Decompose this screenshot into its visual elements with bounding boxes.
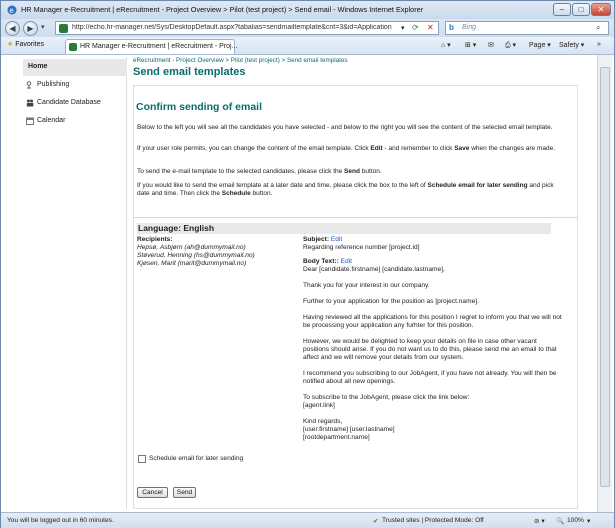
- body-line: However, we would be delighted to keep your details on file in case other vacant positions should arise. If you do not want us to do this, please send me an email to that affect and we will remove your details from our system.: [303, 338, 557, 361]
- cancel-button[interactable]: Cancel: [137, 487, 168, 498]
- recipients-label: Recipients:: [137, 236, 173, 243]
- safety-menu[interactable]: Safety ▾: [559, 42, 585, 49]
- minimize-button[interactable]: –: [553, 3, 571, 16]
- instruction-para-4: If you would like to send the email template at a later date and time, please click the box to the left of Schedule email for later sending and pick date and time. Then click the Schedule button.: [137, 182, 554, 197]
- tab-favicon-icon: [69, 43, 77, 51]
- search-icon[interactable]: ⌕: [596, 23, 601, 32]
- favorites-button[interactable]: ★ Favorites: [7, 41, 45, 48]
- home-icon[interactable]: ⌂ ▾: [441, 42, 451, 49]
- recipients-block: [137, 236, 255, 268]
- body-line: Dear [candidate.firstname] [candidate.lastname],: [303, 266, 445, 273]
- feeds-icon[interactable]: ⊞ ▾: [465, 42, 477, 49]
- search-placeholder: Bing: [462, 24, 477, 31]
- star-icon: ★: [7, 41, 14, 48]
- history-dropdown-icon[interactable]: ▾: [41, 24, 45, 31]
- page-content: [1, 55, 614, 512]
- schedule-checkbox[interactable]: [138, 455, 146, 463]
- tab-label: HR Manager e-Recruitment | eRecruitment - Proj...: [80, 43, 238, 50]
- sidebar: [23, 57, 127, 509]
- body-block: [303, 258, 563, 442]
- divider: [133, 217, 578, 218]
- forward-button[interactable]: ▶: [23, 21, 38, 36]
- subject-label: Subject:: [303, 236, 330, 243]
- recipient-item: Kjøsen, Marit (marit@dummymail.no): [137, 260, 247, 267]
- zoom-icon: 🔍: [556, 518, 565, 525]
- back-button[interactable]: ◀: [5, 21, 20, 36]
- maximize-button[interactable]: □: [572, 3, 590, 16]
- url-text: http://echo.hr-manager.net/Sys/DesktopDefault.aspx?tabalias=sendmailtemplate&cnt=3&id=Application: [72, 24, 392, 31]
- language-header: Language: English: [137, 223, 551, 234]
- body-line: Having reviewed all the applications for this position I regret to inform you that we will not be processing your application any furhter for this position.: [303, 314, 562, 329]
- send-button[interactable]: Send: [173, 487, 196, 498]
- vertical-scrollbar[interactable]: [597, 55, 612, 512]
- trusted-check-icon: ✔: [373, 518, 379, 525]
- body-line: Kind regards, [user.firstname] [user.lastname] [rootdepartment.name]: [303, 418, 395, 441]
- stop-icon[interactable]: ✕: [427, 23, 434, 32]
- body-line: I recommend you subscribing to our JobAgent, if you have not already. You will then be notified about all new openings.: [303, 370, 557, 385]
- print-icon[interactable]: ⎙ ▾: [505, 42, 517, 49]
- sidebar-item-publishing[interactable]: Publishing: [23, 77, 127, 94]
- address-input[interactable]: [55, 21, 439, 35]
- schedule-checkbox-label[interactable]: Schedule email for later sending: [149, 455, 244, 462]
- ie-app-icon: [7, 5, 17, 15]
- search-input[interactable]: [445, 21, 609, 35]
- protected-mode-icon[interactable]: ⊘ ▾: [534, 518, 545, 525]
- window-title: HR Manager e-Recruitment | eRecruitment - Project Overview > Pilot (test project) > Send email - Windows Internet Explorer: [21, 5, 424, 14]
- zoom-dropdown-icon[interactable]: ▾: [587, 518, 591, 525]
- breadcrumb[interactable]: eRecruitment - Project Overview > Pilot (test project) > Send email templates: [133, 57, 348, 64]
- scrollbar-thumb[interactable]: [600, 67, 610, 487]
- calendar-icon: [26, 117, 34, 125]
- browser-tab[interactable]: [65, 39, 238, 54]
- logout-message: You will be logged out in 60 minutes.: [7, 517, 114, 524]
- svg-text:e: e: [9, 6, 14, 15]
- page-title: Send email templates: [133, 66, 246, 78]
- subject-edit-link[interactable]: Edit: [330, 236, 343, 243]
- security-zone[interactable]: Trusted sites | Protected Mode: Off: [382, 517, 484, 524]
- url-dropdown-icon[interactable]: ▾: [401, 25, 405, 32]
- people-icon: [26, 99, 34, 107]
- mail-icon[interactable]: ✉: [488, 42, 494, 49]
- bing-icon: b: [449, 23, 454, 32]
- recipient-item: Støverud, Henning (hs@dummymail.no): [137, 252, 255, 259]
- tools-overflow-icon[interactable]: »: [597, 41, 601, 48]
- title-bar: [1, 1, 614, 19]
- body-label: Body Text::: [303, 258, 339, 265]
- instruction-para-2: If your user role permits, you can change the content of the email template. Click Edit - and remember to click Save when the changes are made.: [137, 145, 556, 152]
- sidebar-item-calendar[interactable]: Calendar: [23, 113, 127, 130]
- body-line: Further to your application for the position as [project.name].: [303, 298, 479, 305]
- confirm-heading: Confirm sending of email: [136, 101, 263, 113]
- address-bar-row: [1, 19, 614, 37]
- recipient-item: Hepsø, Asbjørn (ah@dummymail.no): [137, 244, 246, 251]
- favorites-bar: [1, 37, 614, 55]
- subject-text: Regarding reference number [project.id]: [303, 244, 420, 251]
- page-menu[interactable]: Page ▾: [529, 42, 551, 49]
- zoom-level[interactable]: 100%: [567, 517, 584, 524]
- sidebar-item-candidate-database[interactable]: Candidate Database: [23, 95, 127, 112]
- body-edit-link[interactable]: Edit: [340, 258, 352, 265]
- sidebar-item-home[interactable]: Home: [23, 59, 127, 76]
- refresh-icon[interactable]: ⟳: [412, 23, 419, 32]
- body-line: To subscribe to the JobAgent, please click the link below: [agent.link]: [303, 394, 470, 409]
- instruction-para-3: To send the e-mail template to the selected candidates, please click the Send button.: [137, 168, 382, 175]
- body-line: Thank you for your interest in our company.: [303, 282, 430, 289]
- publishing-icon: [26, 81, 34, 89]
- instruction-para-1: Below to the left you will see all the candidates you have selected - and below to the right you will see the content of the selected email template.: [137, 124, 553, 131]
- close-window-button[interactable]: ✕: [591, 3, 611, 16]
- status-bar: [1, 512, 614, 528]
- site-favicon-icon: [59, 24, 68, 33]
- subject-block: [303, 236, 563, 252]
